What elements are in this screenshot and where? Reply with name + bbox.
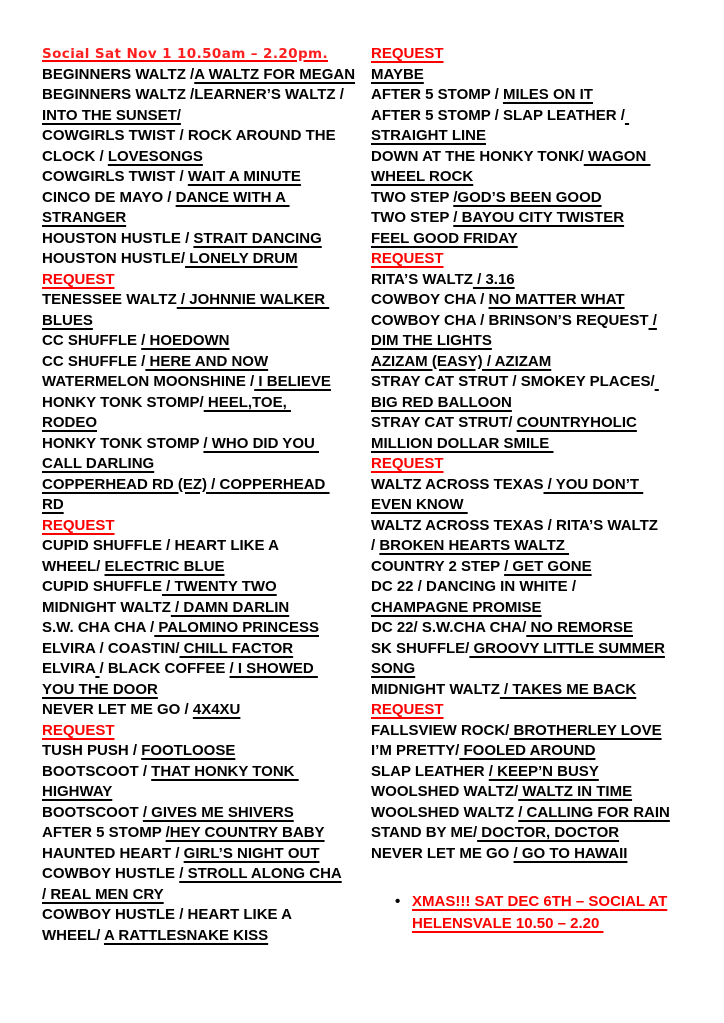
line-segment: COUNTRY 2 STEP	[371, 557, 505, 575]
playlist-line	[371, 208, 721, 229]
line-segment: / GET GONE	[504, 557, 592, 575]
playlist-line	[371, 516, 721, 537]
playlist-line	[42, 331, 369, 352]
line-segment: MIDNIGHT WALTZ	[371, 680, 500, 698]
playlist-line	[371, 680, 721, 701]
line-segment: WHEEL/	[42, 557, 105, 575]
line-segment: STRAIGHT LINE	[371, 127, 486, 144]
line-segment: Social Sat Nov 1 10.50am – 2.20pm.	[42, 46, 329, 62]
playlist-line	[42, 885, 369, 906]
line-segment: REQUEST	[371, 250, 444, 267]
playlist-line	[371, 65, 721, 86]
request-heading	[42, 270, 369, 291]
line-segment: CUPID SHUFFLE	[42, 578, 162, 595]
playlist-line	[42, 188, 369, 209]
line-segment: AFTER 5 STOMP / SLAP LEATHER /	[371, 106, 625, 124]
line-segment: CALL DARLING	[42, 455, 155, 472]
playlist-line	[42, 352, 369, 373]
playlist-line	[42, 639, 369, 660]
line-segment: NO MATTER WHAT	[488, 291, 625, 308]
line-segment: DANCE WITH A	[175, 188, 290, 206]
playlist-line	[42, 495, 369, 516]
xmas-note-line: XMAS!!! SAT DEC 6TH – SOCIAL AT	[412, 893, 668, 910]
line-segment: COWBOY HUSTLE / HEART LIKE A	[42, 906, 293, 923]
line-segment: FOOTLOOSE	[141, 742, 236, 759]
playlist-line	[42, 557, 369, 578]
line-segment: COWBOY CHA / BRINSON’S REQUEST	[371, 311, 649, 329]
line-segment: STAND BY ME/	[371, 824, 478, 841]
line-segment: CHAMPAGNE PROMISE	[371, 598, 542, 616]
playlist-line	[42, 577, 369, 598]
line-segment: / KEEP’N BUSY	[488, 762, 599, 780]
line-segment: / CALLING FOR RAIN	[518, 803, 670, 821]
playlist-line	[42, 413, 369, 434]
line-segment: DIM THE LIGHTS	[371, 332, 492, 349]
playlist-line	[371, 434, 721, 455]
line-segment: WOOLSHED WALTZ/	[371, 783, 519, 800]
playlist-line	[371, 290, 721, 311]
line-segment: REQUEST	[371, 701, 444, 718]
line-segment: GIRL’S NIGHT OUT	[183, 844, 320, 862]
line-segment: MAYBE	[371, 65, 424, 83]
line-segment: S.W. CHA CHA /	[42, 619, 155, 636]
line-segment: WALTZ IN TIME	[518, 783, 633, 800]
line-segment: /HEY COUNTRY BABY	[165, 824, 325, 841]
playlist-line	[42, 618, 369, 639]
playlist-line	[371, 167, 721, 188]
line-segment: YOU THE DOOR	[42, 680, 158, 698]
line-segment	[655, 373, 659, 390]
playlist-line	[371, 557, 721, 578]
line-segment: /	[648, 311, 657, 329]
playlist-line	[42, 290, 369, 311]
playlist-line	[42, 803, 369, 824]
playlist-line	[371, 372, 721, 393]
playlist-line	[42, 926, 369, 947]
playlist-line	[42, 659, 369, 680]
line-segment: AZIZAM (EASY) / AZIZAM	[371, 352, 552, 370]
line-segment: WALTZ ACROSS TEXAS / RITA’S WALTZ	[371, 516, 658, 534]
playlist-line	[42, 475, 369, 496]
line-segment: / YOU DON’T	[543, 475, 644, 493]
line-segment: MILES ON IT	[502, 86, 593, 103]
line-segment: CINCO DE MAYO /	[42, 188, 176, 206]
playlist-line	[371, 844, 721, 865]
bullet-point: •	[395, 893, 401, 910]
playlist-column-right	[371, 44, 721, 864]
line-segment: RITA’S WALTZ	[371, 270, 473, 288]
request-heading	[371, 454, 721, 475]
line-segment: MILLION DOLLAR SMILE	[371, 434, 554, 452]
line-segment: CHILL FACTOR	[179, 639, 294, 657]
line-segment: COWGIRLS TWIST / ROCK AROUND THE	[42, 127, 336, 144]
playlist-line	[371, 639, 721, 660]
playlist-line	[42, 372, 369, 393]
line-segment: FALLSVIEW ROCK/	[371, 721, 510, 739]
playlist-line	[42, 393, 369, 414]
xmas-note-text	[412, 891, 705, 934]
line-segment: CC SHUFFLE	[42, 332, 142, 349]
line-segment: THAT HONKY TONK	[151, 762, 299, 780]
line-segment: WHEEL ROCK	[371, 168, 474, 185]
line-segment: WAIT A MINUTE	[187, 168, 301, 185]
playlist-line	[371, 803, 721, 824]
xmas-note-line: HELENSVALE 10.50 – 2.20	[412, 914, 604, 932]
playlist-line	[42, 905, 369, 926]
line-segment: LONELY DRUM	[185, 250, 298, 267]
playlist-line	[42, 762, 369, 783]
line-segment: /	[371, 537, 380, 554]
line-segment: / REAL MEN CRY	[42, 885, 164, 903]
line-segment: I’M PRETTY/	[371, 742, 460, 759]
line-segment: DOWN AT THE HONKY TONK/	[371, 147, 584, 165]
line-segment: / TWENTY TWO	[162, 578, 277, 595]
line-segment: COWBOY HUSTLE	[42, 865, 180, 882]
line-segment: REQUEST	[42, 516, 115, 534]
line-segment: DC 22/ S.W.CHA CHA/	[371, 619, 527, 636]
line-segment: ELVIRA	[42, 660, 96, 677]
line-segment: / GO TO HAWAII	[513, 844, 628, 862]
line-segment: / TAKES ME BACK	[499, 680, 637, 698]
line-segment: / STROLL ALONG CHA	[179, 865, 342, 882]
line-segment: BOOTSCOOT	[42, 803, 143, 821]
playlist-line	[371, 475, 721, 496]
line-segment: / I SHOWED	[229, 660, 318, 677]
playlist-line	[371, 147, 721, 168]
request-heading	[371, 249, 721, 270]
xmas-note	[395, 891, 705, 934]
line-segment: HERE AND NOW	[145, 352, 269, 370]
line-segment: EVEN KNOW	[371, 496, 468, 513]
playlist-line	[42, 106, 369, 127]
playlist-line	[42, 249, 369, 270]
line-segment: ELECTRIC BLUE	[104, 557, 225, 575]
playlist-line	[371, 126, 721, 147]
request-heading	[42, 721, 369, 742]
playlist-line	[42, 782, 369, 803]
line-segment: SLAP LEATHER	[371, 762, 489, 780]
playlist-line	[371, 311, 721, 332]
request-heading	[371, 700, 721, 721]
playlist-line	[42, 208, 369, 229]
playlist-line	[371, 188, 721, 209]
line-segment: /GOD’S BEEN GOOD	[453, 188, 602, 206]
playlist-line	[371, 721, 721, 742]
line-segment: A RATTLESNAKE KISS	[103, 926, 269, 944]
playlist-line	[42, 844, 369, 865]
playlist-line	[371, 413, 721, 434]
line-segment: DOCTOR, DOCTOR	[477, 824, 620, 841]
playlist-line	[371, 352, 721, 373]
playlist-line	[371, 495, 721, 516]
line-segment: TWO STEP	[371, 188, 454, 206]
line-segment: WOOLSHED WALTZ	[371, 803, 519, 821]
line-segment: COWBOY CHA /	[371, 291, 489, 308]
line-segment: AFTER 5 STOMP	[42, 824, 166, 841]
line-segment: TWO STEP	[371, 209, 454, 226]
playlist-line	[42, 147, 369, 168]
line-segment: REQUEST	[42, 721, 115, 739]
playlist-line	[371, 85, 721, 106]
line-segment: COUNTRYHOLIC	[516, 414, 637, 431]
line-segment: NO REMORSE	[526, 619, 633, 636]
line-segment: HOUSTON HUSTLE/	[42, 250, 186, 267]
line-segment: / DAMN DARLIN	[170, 598, 290, 616]
line-segment: NEVER LET ME GO /	[42, 701, 193, 718]
line-segment: CLOCK /	[42, 147, 108, 165]
line-segment: / JOHNNIE WALKER	[176, 291, 330, 308]
line-segment: LOVESONGS	[107, 147, 203, 165]
line-segment: ELVIRA / COASTIN/	[42, 639, 180, 657]
line-segment: / GIVES ME SHIVERS	[142, 803, 294, 821]
playlist-line	[371, 106, 721, 127]
line-segment: HOUSTON HUSTLE /	[42, 229, 194, 247]
line-segment: GROOVY LITTLE SUMMER	[469, 639, 665, 657]
line-segment: 4X4XU	[192, 701, 241, 718]
line-segment: BIG RED BALLOON	[371, 393, 512, 411]
request-heading	[371, 44, 721, 65]
line-segment: CUPID SHUFFLE / HEART LIKE A	[42, 537, 279, 554]
playlist-line	[42, 536, 369, 557]
line-segment: RD	[42, 496, 64, 513]
line-segment: HIGHWAY	[42, 783, 113, 800]
line-segment: WALTZ ACROSS TEXAS	[371, 475, 544, 493]
playlist-line	[371, 536, 721, 557]
playlist-line	[371, 741, 721, 762]
line-segment: / WHO DID YOU	[203, 434, 319, 452]
playlist-line	[371, 393, 721, 414]
line-segment: BEGINNERS WALTZ /	[42, 65, 195, 83]
line-segment: RODEO	[42, 414, 98, 431]
line-segment: HONKY TONK STOMP/	[42, 393, 204, 411]
line-segment: / 3.16	[472, 270, 515, 288]
playlist-line	[371, 823, 721, 844]
line-segment: STRAIT DANCING	[193, 229, 322, 247]
line-segment: NEVER LET ME GO	[371, 844, 514, 862]
playlist-line	[42, 126, 369, 147]
playlist-column-left	[42, 44, 369, 946]
playlist-line	[371, 229, 721, 250]
line-segment: REQUEST	[371, 455, 444, 472]
line-segment: COWGIRLS TWIST /	[42, 168, 188, 185]
line-segment: BLUES	[42, 311, 93, 329]
request-heading	[42, 516, 369, 537]
playlist-line	[371, 598, 721, 619]
line-segment: WAGON	[583, 147, 651, 165]
playlist-line	[42, 864, 369, 885]
playlist-line	[42, 700, 369, 721]
line-segment: / BAYOU CITY TWISTER	[453, 209, 625, 226]
line-segment: WHEEL/	[42, 926, 104, 944]
line-segment: BROTHERLEY LOVE	[509, 721, 662, 739]
date-heading	[42, 44, 369, 65]
playlist-line	[42, 823, 369, 844]
line-segment: HEEL,TOE,	[203, 393, 291, 411]
line-segment: FOOLED AROUND	[459, 742, 596, 759]
line-segment: / HOEDOWN	[141, 332, 230, 349]
playlist-line	[371, 618, 721, 639]
line-segment: BOOTSCOOT /	[42, 762, 152, 780]
line-segment: FEEL GOOD FRIDAY	[371, 229, 518, 247]
playlist-line	[42, 311, 369, 332]
line-segment: SK SHUFFLE/	[371, 639, 470, 657]
line-segment: I BELIEVE	[254, 373, 331, 390]
playlist-line	[371, 577, 721, 598]
playlist-line	[42, 167, 369, 188]
line-segment: A WALTZ FOR MEGAN	[194, 65, 356, 83]
line-segment: HONKY TONK STOMP	[42, 434, 204, 452]
line-segment: TUSH PUSH /	[42, 742, 142, 759]
line-segment: SONG	[371, 660, 416, 677]
line-segment: INTO THE SUNSET/	[42, 106, 181, 124]
line-segment: AFTER 5 STOMP /	[371, 86, 503, 103]
playlist-line	[371, 331, 721, 352]
playlist-line	[371, 659, 721, 680]
playlist-line	[42, 454, 369, 475]
line-segment: / BLACK COFFEE	[99, 660, 230, 677]
line-segment: STRAY CAT STRUT / SMOKEY PLACES/	[371, 373, 655, 390]
playlist-line	[371, 270, 721, 291]
line-segment: DC 22 / DANCING IN WHITE /	[371, 578, 577, 595]
line-segment: REQUEST	[42, 270, 115, 288]
line-segment	[625, 107, 629, 124]
playlist-line	[42, 680, 369, 701]
playlist-line	[42, 741, 369, 762]
playlist-line	[42, 598, 369, 619]
line-segment: HAUNTED HEART /	[42, 844, 184, 862]
line-segment: CC SHUFFLE /	[42, 352, 146, 370]
playlist-line	[42, 85, 369, 106]
line-segment: BROKEN HEARTS WALTZ	[379, 537, 570, 554]
line-segment: TENESSEE WALTZ	[42, 291, 177, 308]
playlist-line	[42, 434, 369, 455]
playlist-line	[371, 782, 721, 803]
playlist-line	[42, 65, 369, 86]
line-segment: COPPERHEAD RD (EZ) / COPPERHEAD	[42, 475, 330, 493]
line-segment: BEGINNERS WALTZ /LEARNER’S WALTZ /	[42, 86, 344, 103]
playlist-line	[42, 229, 369, 250]
line-segment: PALOMINO PRINCESS	[154, 619, 319, 636]
line-segment: REQUEST	[371, 45, 444, 62]
line-segment: STRAY CAT STRUT/	[371, 414, 517, 431]
line-segment: WATERMELON MOONSHINE /	[42, 373, 255, 390]
line-segment: MIDNIGHT WALTZ	[42, 598, 171, 616]
playlist-line	[371, 762, 721, 783]
line-segment: STRANGER	[42, 209, 127, 226]
